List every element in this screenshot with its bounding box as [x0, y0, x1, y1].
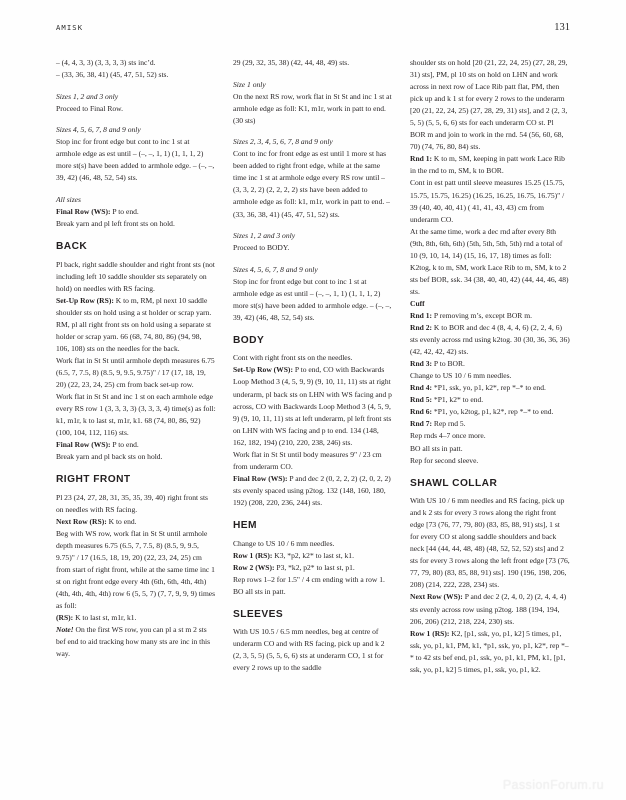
instruction-text: *P1, ssk, yo, p1, k2*, rep *–* to end.: [432, 383, 546, 393]
size-heading: All sizes: [56, 194, 81, 204]
running-head: [56, 22, 570, 36]
body-paragraph: Cont in est patt until sleeve measures 15.25 (15.75, 15.75, 15.75, 16.25) (16.25, 16.25, 16.75, 16.75)" / 39 (40, 40, 40, 41) ( 41, 41, 43, 43) cm from underarm CO.: [410, 178, 565, 224]
size-heading: Sizes 2, 3, 4, 5, 6, 7, 8 and 9 only: [233, 137, 333, 147]
size-heading: Sizes 4, 5, 6, 7, 8 and 9 only: [233, 264, 318, 274]
body-paragraph: With US 10.5 / 6.5 mm needles, beg at centre of underarm CO and with RS facing, pick up and k 2 (2, 3, 5, 5) (5, 5, 6, 6) sts at underarm CO, 1 st for every 2 rows up to the saddle: [233, 627, 385, 673]
body-paragraph: With US 10 / 6 mm needles and RS facing, pick up and k 2 sts for every 3 rows along the right front edge [73 (76, 77, 79, 80) (83, 85, 88, 91) sts], 1 st for every CO st along saddle shoulders and back neck [44 (44, 44, 48, 48) (48, 52, 52, 52) sts] and 2 sts for every 3 rows along the left front edge [73 (76, 77, 79, 80) (83, 85, 88, 91) sts]. 190 (196, 198, 206, 208) (214, 222, 228, 234) sts.: [410, 496, 570, 590]
instruction-text: P to end, CO with Backwards Loop Method 3 (4, 5, 9, 9) (9, 10, 11, 11) sts at right underarm, pl back sts on LHN with WS facing and p across, CO with Backwards Loop Method 3 (4, 5, 9, 9) (9, 10, 11, 11) sts at left underarm, pl left front sts on LHN with WS facing and p to end. 134 (148, 162, 182, 194) (210, 220, 238, 246) sts.: [233, 365, 392, 447]
section-heading: BODY: [233, 334, 265, 346]
instruction-text: K2, [p1, ssk, yo, p1, k2] 5 times, p1, ssk, yo, p1, k1, PM, k1, *p1, ssk, yo, p1, k2*, rep *–* to 42 sts bef end, p1, ssk, yo, p1, k1, PM, k1, [p1, ssk, yo, p1, k2] 5 times, p1, ssk, yo, p1, k2.: [410, 628, 569, 674]
instruction-paragraph: [56, 624, 216, 660]
instruction-text: P and dec 2 (0, 2, 2, 2) (2, 0, 2, 2) sts evenly spaced using p2tog. 132 (148, 160, 180, 192) (208, 220, 236, 244) sts.: [233, 473, 391, 507]
instruction-text: K3, *p2, k2* to last st, k1.: [272, 550, 354, 560]
instruction-paragraph: [56, 206, 216, 218]
instruction-text: K to BOR and dec 4 (8, 4, 4, 6) (2, 2, 4, 6) sts evenly across rnd using k2tog. 30 (30, 36, 36, 36) (42, 42, 42, 42) sts.: [410, 323, 570, 357]
size-heading: Sizes 1, 2 and 3 only: [56, 91, 119, 101]
body-paragraph: Rep rnds 4–7 once more.: [410, 431, 486, 441]
instruction-label: Final Row (WS):: [56, 206, 111, 216]
instruction-text: P3, *k2, p2* to last st, p1.: [274, 562, 355, 572]
body-paragraph: Break yarn and pl left front sts on hold.: [56, 219, 175, 229]
section-heading: BACK: [56, 241, 88, 253]
instruction-paragraph: [56, 612, 216, 624]
instruction-paragraph: [410, 591, 570, 627]
instruction-label: Final Row (WS):: [56, 440, 111, 450]
instruction-label: Row 1 (RS):: [410, 628, 450, 638]
body-paragraph: Pl back, right saddle shoulder and right front sts (not including left 10 saddle shoulder sts separately on hold) on needles with RS facing.: [56, 259, 215, 293]
body-paragraph: Rep for second sleeve.: [410, 455, 479, 465]
body-paragraph: Beg with WS row, work flat in St St until armhole depth measures 6.75 (6.5, 7, 7.5, 8) (8.5, 9, 9.5, 9.75)" / 17 (16.5, 18, 19, 20) (22, 23, 24, 25) cm from start of right front, while at the same time inc 1 st on right front edge every 4th (6th, 6th, 4th, 4th) (4th, 4th, 4th, 4th) row 6 (5, 5, 7) (7, 7, 9, 9, 9) times as foll:: [56, 529, 216, 611]
column-right: [410, 57, 570, 772]
instruction-paragraph: [233, 562, 393, 574]
site-watermark: PassionForum.ru: [502, 778, 604, 792]
instruction-text: On the first WS row, you can pl a st m 2 sts bef end to aid tracking how many sts are inc in this way.: [56, 625, 211, 659]
section-heading: SLEEVES: [233, 608, 284, 620]
body-paragraph: On the next RS row, work flat in St St and inc 1 st at armhole edge as foll: K1, m1r, work in patt to end. (30 sts): [233, 91, 392, 125]
body-paragraph: shoulder sts on hold [20 (21, 22, 24, 25) (27, 28, 29, 31) sts], PM, pl 10 sts on hold on LHN and work across in next row of Lace Rib patt flat, PM, then pick up and k 1 st for every 2 rows to the underarm [20 (21, 22, 24, 25) (27, 28, 29, 31) sts], and 2 (2, 3, 5, 5) (5, 5, 6, 6) sts for each underarm CO st. Pl BOR m and join to work in the rnd. 54 (56, 60, 68, 70) (74, 76, 80, 84) sts.: [410, 58, 568, 152]
instruction-label: Rnd 1:: [410, 154, 433, 164]
instruction-paragraph: [410, 406, 570, 418]
body-paragraph: Work flat in St St until armhole depth measures 6.75 (6.5, 7, 7.5, 8) (8.5, 9, 9.5, 9.75)" / 17 (17, 18, 19, 20) (22, 23, 24, 25) cm from back set-up row.: [56, 355, 215, 390]
body-paragraph: Stop inc for front edge but cont to inc 1 st at armhole edge as est until – (–, –, 1, 1) (1, 1, 1, 2) more st(s) have been added to armhole edge. – (–, –, 39, 42) (46, 48, 52, 54) sts.: [56, 137, 215, 183]
body-paragraph: Work flat in St St until body measures 9" / 23 cm from underarm CO.: [233, 449, 382, 471]
instruction-paragraph: [410, 394, 570, 406]
body-paragraph: Break yarn and pl back sts on hold.: [56, 452, 163, 462]
section-heading: SHAWL COLLAR: [410, 477, 498, 489]
size-heading: Sizes 4, 5, 6, 7, 8 and 9 only: [56, 125, 141, 135]
body-paragraph: Stop inc for front edge but cont to inc 1 st at armhole edge as est until – (–, –, 1, 1) (1, 1, 1, 2) more st(s) have been added to armhole edge. – (–, –, 39, 42) (46, 48, 52, 54) sts.: [233, 276, 392, 322]
body-paragraph: Change to US 10 / 6 mm needles.: [410, 371, 512, 381]
instruction-paragraph: [410, 418, 570, 430]
instruction-label: Row 2 (WS):: [233, 562, 275, 572]
instruction-text: P to end.: [110, 206, 139, 216]
body-paragraph: – (33, 36, 38, 41) (45, 47, 51, 52) sts.: [56, 70, 169, 80]
instruction-paragraph: [410, 153, 570, 177]
body-paragraph: Proceed to BODY.: [233, 243, 290, 253]
instruction-label: Next Row (RS):: [56, 516, 107, 526]
instruction-text: P and dec 2 (2, 4, 0, 2) (2, 4, 4, 4) sts evenly across row using p2tog. 188 (194, 194, 206, 206) (212, 218, 224, 230) sts.: [410, 592, 567, 626]
body-paragraph: Cont to inc for front edge as est until 1 more st has been added to right front edge, while at the same time inc 1 st at armhole edge every RS row until – (3, 3, 2, 2) (2, 2, 2, 2) sts have been added to armhole edge as foll: k1, m1r, work in patt to end. – (33, 36, 38, 41) (45, 47, 51, 52) sts.: [233, 149, 390, 219]
column-left: [56, 57, 216, 772]
instruction-label: Set-Up Row (WS):: [233, 365, 293, 375]
body-paragraph: Pl 23 (24, 27, 28, 31, 35, 35, 39, 40) right front sts on needles with RS facing.: [56, 492, 208, 514]
instruction-paragraph: [410, 310, 570, 322]
subsection-heading: Cuff: [410, 298, 425, 308]
text-columns: [56, 57, 570, 772]
body-paragraph: K2tog, k to m, SM, work Lace Rib to m, SM, k to 2 sts bef BOR, ssk. 34 (38, 40, 40, 42) (44, 44, 46, 48) sts.: [410, 262, 569, 296]
instruction-paragraph: [410, 628, 570, 676]
body-paragraph: Work flat in St St and inc 1 st on each armhole edge every RS row 1 (3, 3, 3, 3) (3, 3, 3, 4) time(s) as foll: k1, m1r, k to last st, m1r, k1. 68 (74, 80, 86, 92) (100, 104, 112, 116) sts.: [56, 392, 216, 438]
body-paragraph: Proceed to Final Row.: [56, 103, 124, 113]
instruction-paragraph: [233, 550, 393, 562]
instruction-text: *P1, yo, k2tog, p1, k2*, rep *–* to end.: [432, 407, 554, 417]
instruction-paragraph: [56, 439, 216, 451]
running-head-title: AMISK: [56, 23, 84, 32]
section-heading: HEM: [233, 520, 257, 531]
instruction-paragraph: [56, 516, 216, 528]
body-paragraph: At the same time, work a dec rnd after every 8th (9th, 8th, 6th, 6th) (5th, 5th, 5th, 5th) rnd a total of 10 (9, 10, 14, 14) (15, 16, 17, 18) times as foll:: [410, 226, 563, 260]
instruction-label: (RS):: [56, 613, 74, 623]
instruction-label: Next Row (WS):: [410, 592, 463, 602]
instruction-label: Rnd 4:: [410, 383, 433, 393]
instruction-text: K to m, SM, keeping in patt work Lace Rib in the rnd to m, SM, k to BOR.: [410, 154, 565, 176]
instruction-paragraph: [410, 322, 570, 358]
instruction-label: Rnd 3:: [410, 359, 433, 369]
instruction-label: Rnd 7:: [410, 419, 433, 429]
instruction-label: Row 1 (RS):: [233, 550, 273, 560]
instruction-paragraph: [410, 358, 570, 370]
instruction-paragraph: [233, 473, 393, 509]
body-paragraph: – (4, 4, 3, 3) (3, 3, 3, 3) sts inc’d.: [56, 58, 156, 67]
instruction-text: K to m, RM, pl next 10 saddle shoulder sts on hold using a st holder or scrap yarn. RM, pl all right front sts on hold using a separate st holder or scrap yarn. 66 (68, 74, 80, 86) (94, 98, 106, 108) sts on the needles for the back.: [56, 295, 212, 353]
instruction-text: P to end.: [110, 440, 139, 450]
body-paragraph: Cont with right front sts on the needles.: [233, 353, 353, 363]
instruction-text: Rep rnd 5.: [432, 419, 466, 429]
instruction-text: P removing m’s, except BOR m.: [432, 310, 532, 320]
instruction-label: Rnd 2:: [410, 323, 433, 333]
body-paragraph: Rep rows 1–2 for 1.5" / 4 cm ending with a row 1.: [233, 574, 385, 584]
instruction-paragraph: [56, 295, 216, 355]
instruction-text: *P1, k2* to end.: [432, 395, 484, 405]
body-paragraph: Change to US 10 / 6 mm needles.: [233, 538, 335, 548]
instruction-label: Rnd 5:: [410, 395, 433, 405]
instruction-label: Final Row (WS):: [233, 473, 288, 483]
instruction-text: K to last st, m1r, k1.: [73, 613, 137, 623]
instruction-label: Rnd 1:: [410, 310, 433, 320]
instruction-paragraph: [233, 364, 393, 448]
size-heading: Size 1 only: [233, 79, 266, 89]
instruction-label: Rnd 6:: [410, 407, 433, 417]
instruction-paragraph: [410, 382, 570, 394]
section-heading: RIGHT FRONT: [56, 474, 131, 486]
body-paragraph: BO all sts in patt.: [233, 586, 286, 596]
instruction-text: K to end.: [106, 516, 137, 526]
instruction-text: P to BOR.: [432, 359, 465, 369]
body-paragraph: 29 (29, 32, 35, 38) (42, 44, 48, 49) sts.: [233, 58, 350, 67]
page-number: 131: [554, 22, 570, 33]
column-middle: [233, 57, 393, 772]
body-paragraph: BO all sts in patt.: [410, 443, 463, 453]
instruction-label: Note!: [56, 625, 74, 635]
instruction-label: Set-Up Row (RS):: [56, 295, 114, 305]
size-heading: Sizes 1, 2 and 3 only: [233, 231, 296, 241]
